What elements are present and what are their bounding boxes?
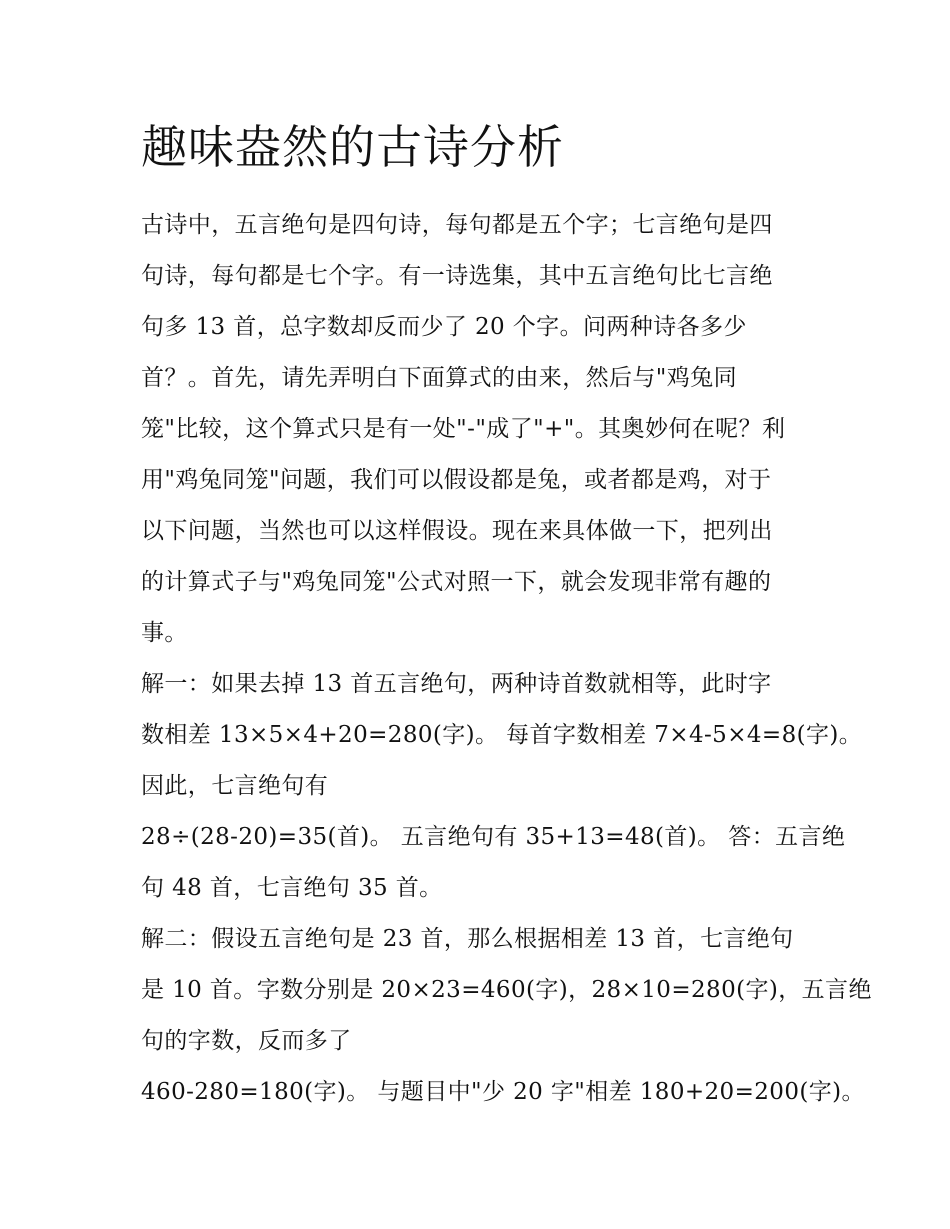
text-line: 是 10 首。字数分别是 20×23=460(字)，28×10=280(字)，五言绝	[141, 977, 872, 1003]
text-line: 解一：如果去掉 13 首五言绝句，两种诗首数就相等，此时字	[141, 671, 772, 697]
text-line: 事。	[141, 620, 188, 646]
text-line: 28÷(28-20)=35(首)。 五言绝句有 35+13=48(首)。 答：五言绝	[141, 824, 846, 850]
text-line: 460-280=180(字)。 与题目中"少 20 字"相差 180+20=200(字)。	[141, 1079, 865, 1105]
document-page	[141, 116, 872, 1118]
text-line: 解二：假设五言绝句是 23 首，那么根据相差 13 首，七言绝句	[141, 926, 794, 952]
text-line: 句的字数，反而多了	[141, 1028, 352, 1054]
solution-two-continued-paragraph	[141, 1067, 865, 1118]
solution-two-paragraph	[141, 914, 872, 1067]
text-line: 句诗，每句都是七个字。有一诗选集，其中五言绝句比七言绝	[141, 263, 773, 289]
text-line: 首？。首先，请先弄明白下面算式的由来，然后与"鸡兔同	[141, 365, 737, 391]
text-line: 数相差 13×5×4+20=280(字)。 每首字数相差 7×4-5×4=8(字)。	[141, 722, 863, 748]
intro-paragraph	[141, 200, 813, 659]
text-line: 以下问题，当然也可以这样假设。现在来具体做一下，把列出	[141, 518, 773, 544]
text-line: 句多 13 首，总字数却反而少了 20 个字。问两种诗各多少	[141, 314, 747, 340]
text-line: 古诗中，五言绝句是四句诗，每句都是五个字；七言绝句是四	[141, 212, 773, 238]
text-line: 笼"比较，这个算式只是有一处"-"成了"+"。其奥妙何在呢？利	[141, 416, 786, 442]
solution-one-answer-paragraph	[141, 812, 846, 914]
text-line: 因此，七言绝句有	[141, 773, 329, 799]
text-line: 句 48 首，七言绝句 35 首。	[141, 875, 443, 901]
document-title: 趣味盎然的古诗分析	[141, 120, 564, 174]
text-line: 用"鸡兔同笼"问题，我们可以假设都是兔，或者都是鸡，对于	[141, 467, 772, 493]
solution-one-paragraph	[141, 659, 863, 812]
text-line: 的计算式子与"鸡兔同笼"公式对照一下，就会发现非常有趣的	[141, 569, 772, 595]
